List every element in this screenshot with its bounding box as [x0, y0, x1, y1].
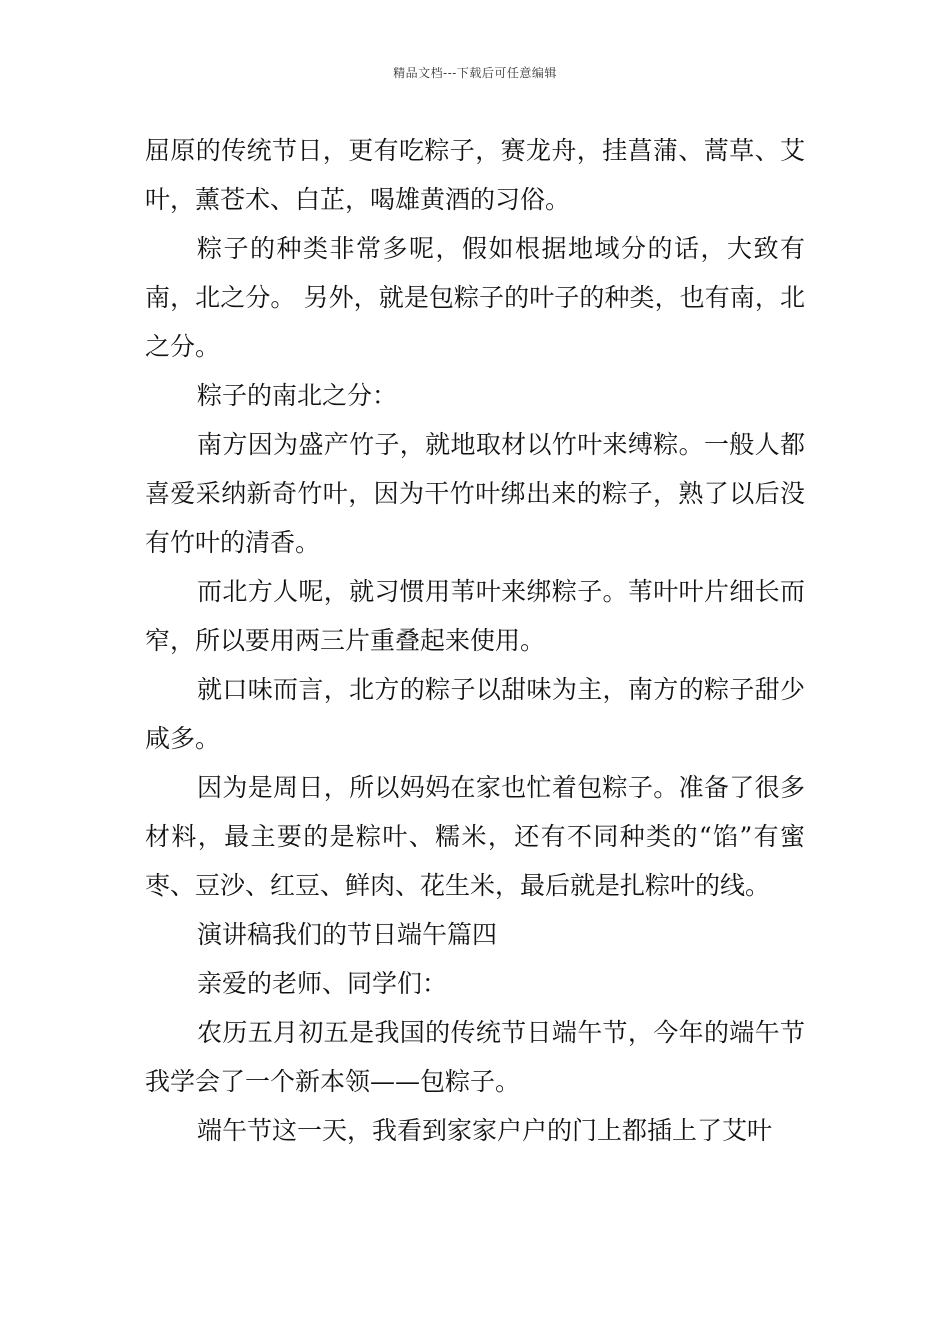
document-body: [145, 126, 805, 1155]
paragraph: 粽子的种类非常多呢，假如根据地域分的话，大致有南，北之分。 另外，就是包粽子的叶子的种类，也有南，北之分。: [145, 234, 805, 361]
paragraph: 就口味而言，北方的粽子以甜味为主，南方的粽子甜少咸多。: [145, 675, 805, 753]
page-header: 精品文档---下载后可任意编辑: [393, 66, 557, 80]
paragraph: 而北方人呢，就习惯用苇叶来绑粽子。苇叶叶片细长而窄，所以要用两三片重叠起来使用。: [145, 577, 805, 655]
paragraph: 屈原的传统节日，更有吃粽子，赛龙舟，挂菖蒲、蒿草、艾叶，薰苍术、白芷，喝雄黄酒的习俗。: [145, 136, 805, 214]
paragraph: 粽子的南北之分：: [197, 381, 398, 410]
paragraph: 因为是周日，所以妈妈在家也忙着包粽子。准备了很多材料，最主要的是粽叶、糯米，还有不同种类的“馅”有蜜枣、豆沙、红豆、鲜肉、花生米，最后就是扎粽叶的线。: [145, 773, 805, 900]
paragraph: 端午节这一天，我看到家家户户的门上都插上了艾叶: [197, 1116, 773, 1145]
section-heading: 演讲稿我们的节日端午篇四: [197, 920, 498, 949]
paragraph: 农历五月初五是我国的传统节日端午节，今年的端午节我学会了一个新本领——包粽子。: [145, 1018, 805, 1096]
salutation: 亲爱的老师、同学们：: [197, 969, 448, 998]
paragraph: 南方因为盛产竹子，就地取材以竹叶来缚粽。一般人都喜爱采纳新奇竹叶，因为干竹叶绑出来的粽子，熟了以后没有竹叶的清香。: [145, 430, 805, 557]
